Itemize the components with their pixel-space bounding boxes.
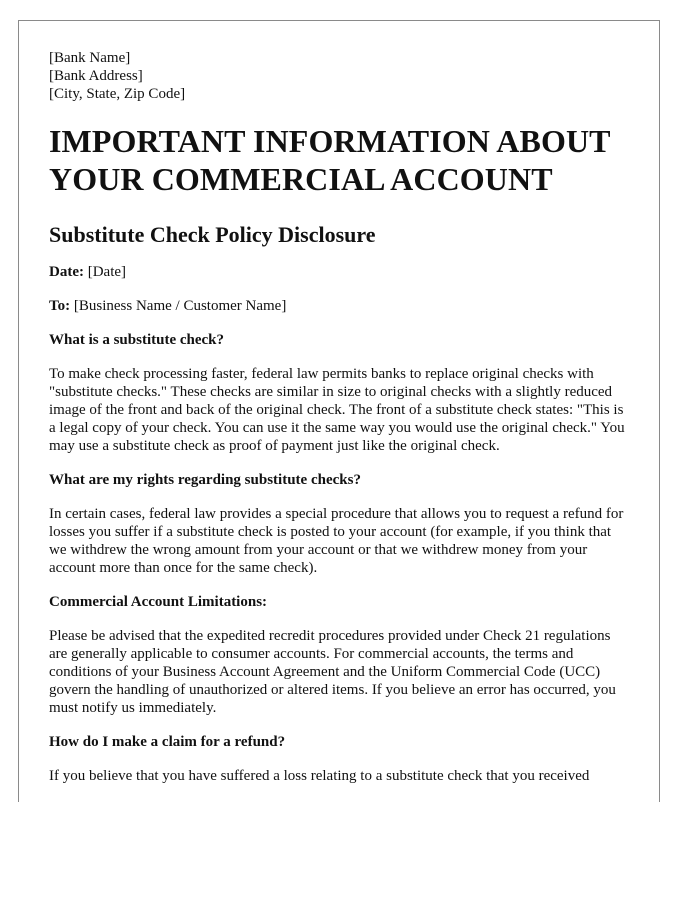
section-body: To make check processing faster, federal law permits banks to replace original checks with "substitute checks." These checks are similar in size to original checks with a slightly reduced image of the front and back of the original check. The front of a substitute check states: "This is a legal copy of your check. You can use it the same way you would use the original check." You may use a substitute check as proof of payment just like the original check. (49, 366, 625, 454)
section-heading: What is a substitute check? (49, 332, 225, 348)
section-body: Please be advised that the expedited recredit procedures provided under Check 21 regulations are generally applicable to consumer accounts. For commercial accounts, the terms and conditions of your Business Account Agreement and the Uniform Commercial Code (UCC) govern the handling of unauthorized or altered items. If you believe an error has occurred, you must notify us immediately. (49, 628, 616, 716)
section-substitute-check (49, 331, 631, 455)
letter-page (18, 20, 660, 802)
letterhead (49, 49, 631, 103)
document-subtitle: Substitute Check Policy Disclosure (49, 222, 376, 247)
section-heading: What are my rights regarding substitute checks? (49, 472, 361, 488)
bank-name: [Bank Name] (49, 50, 131, 66)
section-heading: How do I make a claim for a refund? (49, 734, 286, 750)
recipient-line (49, 297, 631, 315)
letter-content (49, 49, 631, 785)
section-rights (49, 471, 631, 577)
date-label: Date: (49, 264, 84, 280)
section-body: In certain cases, federal law provides a special procedure that allows you to request a refund for losses you suffer if a substitute check is posted to your account (for example, if you think that we withdrew the wrong amount from your account or that we withdrew money from your account more than once for the same check). (49, 506, 624, 576)
section-commercial-limitations (49, 593, 631, 717)
section-refund-claim (49, 733, 631, 785)
date-line (49, 263, 631, 281)
document-title: IMPORTANT INFORMATION ABOUT YOUR COMMERCIAL ACCOUNT (49, 123, 611, 197)
bank-address: [Bank Address] (49, 68, 143, 84)
section-body: If you believe that you have suffered a loss relating to a substitute check that you received (49, 768, 590, 784)
date-value: [Date] (87, 264, 127, 280)
recipient-label: To: (49, 298, 71, 314)
recipient-value: [Business Name / Customer Name] (73, 298, 287, 314)
section-heading: Commercial Account Limitations: (49, 594, 268, 610)
bank-city-state-zip: [City, State, Zip Code] (49, 86, 186, 102)
